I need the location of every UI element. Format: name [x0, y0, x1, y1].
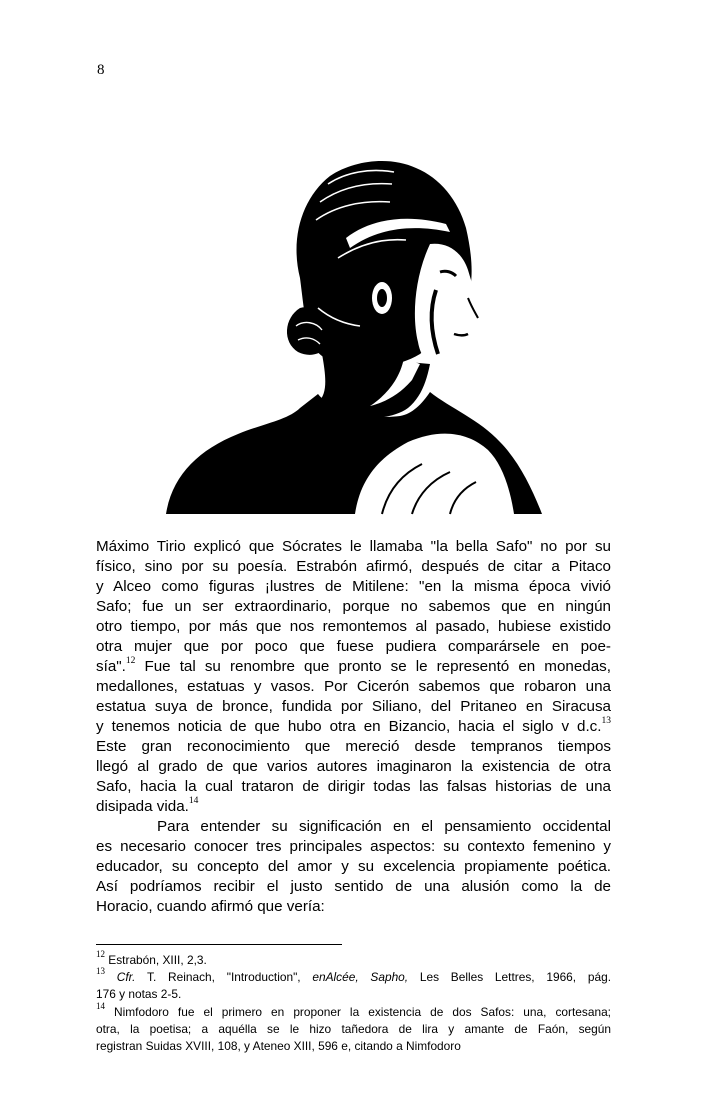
text-run: Fue tal su renombre que pronto se le representó en monedas,: [135, 658, 611, 675]
paragraph-line: Safo; fue un ser extraordinario, porque no sabemos que en ningún: [96, 598, 611, 615]
footnote-14-continued: otra, la poetisa; a aquélla se le hizo tañedora de lira y amante de Faón, según: [96, 1021, 611, 1036]
paragraph-line: medallones, estatuas y vasos. Por Cicerón sabemos que robaron una: [96, 678, 611, 695]
paragraph-line: educador, su concepto del amor y su excelencia propiamente poética.: [96, 858, 611, 875]
paragraph-line: otra mujer que por poco que fuese pudiera comparársele en poe-: [96, 638, 611, 655]
footnote-number: 14: [96, 1000, 105, 1011]
bust-face: [415, 244, 483, 367]
page-number: 8: [97, 62, 105, 78]
paragraph-line: Horacio, cuando afirmó que vería:: [96, 898, 325, 915]
paragraph-line: y Alceo como figuras ¡lustres de Mitilene: "en la misma época vivió: [96, 578, 611, 595]
paragraph-line: llegó al grado de que varios autores imaginaron la existencia de otra: [96, 758, 611, 775]
paragraph-line: [96, 717, 611, 737]
paragraph-line: [96, 797, 611, 817]
paragraph-line: otro tiempo, por más que nos remontemos al pasado, hubiese existido: [96, 618, 611, 635]
paragraph-line: es necesario conocer tres principales aspectos: su contexto femenino y: [96, 838, 611, 855]
footnote-13-continued: 176 y notas 2-5.: [96, 987, 182, 1002]
footnote-number: 12: [96, 949, 105, 960]
sappho-bust-image: [150, 158, 590, 516]
paragraph-line: estatua suya de bronce, fundida por Siliano, del Pritaneo en Siracusa: [96, 698, 611, 715]
footnote-12: [96, 949, 611, 969]
footnotes: [96, 949, 611, 1055]
text-run: y tenemos noticia de que hubo otra en Bizancio, hacia el siglo v d.c.: [96, 718, 602, 735]
paragraph-line: Así podríamos recibir el justo sentido de una alusión como la de: [96, 878, 611, 895]
footnote-text: Nimfodoro fue el primero en proponer la existencia de dos Safos: una, cortesana;: [105, 1004, 611, 1019]
footnote-text: enAlcée, Sapho,: [312, 970, 409, 985]
paragraph-line: Safo, hacia la cual trataron de dirigir todas las falsas historias de una: [96, 778, 611, 795]
footnote-14-continued: registran Suidas XVIII, 108, y Ateneo XIII, 596 e, citando a Nimfodoro: [96, 1038, 461, 1053]
footnote-text: Cfr.: [116, 970, 136, 985]
footnote-text: Estrabón, XIII, 2,3.: [105, 953, 207, 967]
body-text: [96, 537, 611, 917]
text-run: disipada vida.: [96, 798, 189, 815]
paragraph-line: Para entender su significación en el pensamiento occidental: [157, 818, 611, 835]
paragraph-line: Máximo Tirio explicó que Sócrates le llamaba "la bella Safo" no por su: [96, 538, 611, 555]
footnote-ref-13[interactable]: 13: [601, 715, 611, 726]
paragraph-line: físico, sino por su poesía. Estrabón afirmó, después de citar a Pitaco: [96, 558, 611, 575]
footnote-text: Les Belles Lettres, 1966, pág.: [408, 970, 611, 985]
paragraph-line: [96, 657, 611, 677]
footnote-ref-14[interactable]: 14: [188, 795, 199, 806]
footnote-number: 13: [96, 966, 105, 977]
footnote-text: T. Reinach, "Introduction",: [135, 970, 313, 985]
footnote-14: [96, 1000, 611, 1021]
paragraph-line: Este gran reconocimiento que mereció desde tempranos tiempos: [96, 738, 611, 755]
footnote-divider: [96, 944, 342, 945]
footnote-13: [96, 966, 611, 986]
footnote-ref-12[interactable]: 12: [125, 655, 136, 666]
text-run: sía".: [96, 658, 126, 675]
